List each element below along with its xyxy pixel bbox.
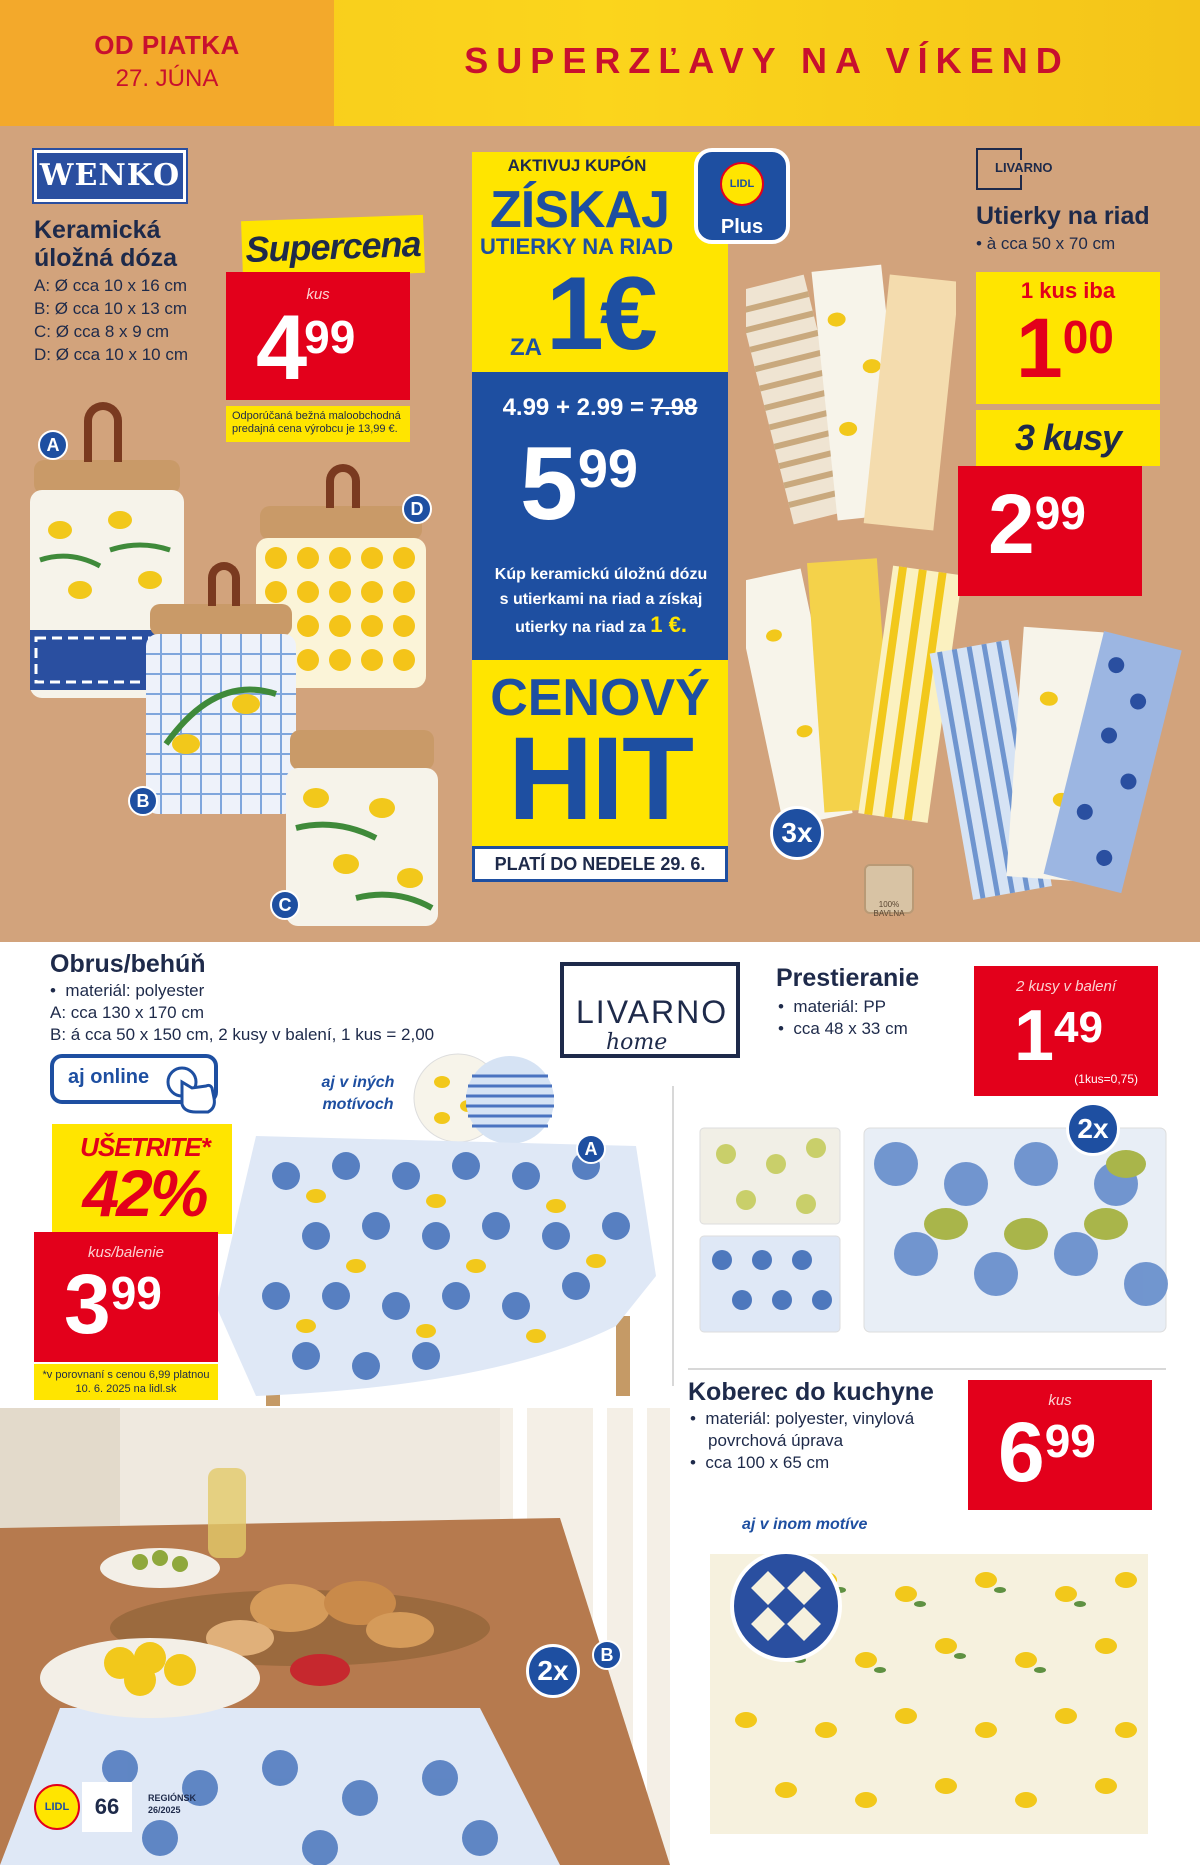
desc-line: Kúp keramickú úložnú dózu xyxy=(494,566,708,583)
desc-line: utierky na riad za xyxy=(515,619,646,636)
jars-specs xyxy=(34,274,188,366)
badge-b: B xyxy=(128,786,158,816)
price-cents: 99 xyxy=(1034,487,1086,539)
coupon-calc xyxy=(472,394,728,422)
calc-sum: 4.99 + 2.99 = xyxy=(502,394,645,421)
cotton-icon: 100% BAVLNA xyxy=(864,864,914,914)
towels-hanging-image xyxy=(746,258,956,558)
livarno-logo-small xyxy=(976,148,1053,190)
per-unit-price: (1kus=0,75) xyxy=(1074,1072,1138,1086)
towels-spec: • à cca 50 x 70 cm xyxy=(976,234,1116,253)
tablecloth-spec: B: á cca 50 x 150 cm, 2 kusy v balení, 1 kus = 2,00 xyxy=(50,1025,435,1044)
price-main: 3 xyxy=(64,1257,111,1351)
price-cents: 99 xyxy=(577,439,638,499)
coupon-bundle-price xyxy=(520,426,638,542)
placemats-title: Prestieranie xyxy=(776,964,920,992)
price-unit: kus xyxy=(306,286,330,303)
activate-coupon-label: AKTIVUJ KUPÓN xyxy=(507,156,647,175)
single-price-label: 1 kus iba xyxy=(1020,278,1116,303)
rug-specs: • materiál: polyester, vinylová povrchová úprava • cca 100 x 65 cm xyxy=(690,1409,915,1472)
jars-title xyxy=(34,216,234,272)
jars-price-tag xyxy=(226,272,410,400)
checked-pattern-icon xyxy=(146,634,296,814)
rug-spec: povrchová úprava xyxy=(708,1431,844,1450)
date-line2: 27. JÚNA xyxy=(115,65,219,92)
coupon-price: 1€ xyxy=(546,256,654,372)
motif-line: motívoch xyxy=(322,1096,394,1113)
tablecloth-specs: • materiál: polyester A: cca 130 x 170 cm B: á cca 50 x 150 cm, 2 kusy v balení, 1 kus = 2,00 xyxy=(50,981,435,1044)
section-divider xyxy=(688,1368,1166,1370)
towels-qty-badge: 3x xyxy=(770,806,824,860)
price-main: 2 xyxy=(988,477,1035,571)
price-cents: 00 xyxy=(1062,311,1114,363)
jars-spec: A: Ø cca 10 x 16 cm xyxy=(34,276,188,295)
coupon-subtitle: UTIERKY NA RIAD xyxy=(480,234,674,259)
rug-spec: cca 100 x 65 cm xyxy=(705,1453,830,1472)
placemats-spec: materiál: PP xyxy=(793,997,886,1016)
placemats-spec: cca 48 x 33 cm xyxy=(793,1019,908,1038)
badge-a: A xyxy=(576,1134,606,1164)
jars-spec: B: Ø cca 10 x 13 cm xyxy=(34,299,188,318)
livarno-word: LIVARNO xyxy=(992,160,1056,175)
tablecloth-spec: materiál: polyester xyxy=(65,981,205,1000)
tablecloth-image xyxy=(196,1126,660,1406)
rug-title: Koberec do kuchyne xyxy=(688,1378,934,1406)
livarno-word: LIVARNO xyxy=(572,994,732,1031)
section-divider xyxy=(672,1086,674,1386)
lemon-pattern-icon xyxy=(286,768,438,926)
price-cents: 99 xyxy=(1044,1415,1096,1467)
lidl-logo-icon: LIDL xyxy=(34,1784,80,1830)
savings-label: UŠETRITE* xyxy=(80,1132,210,1162)
jars-title-line2: úložná dóza xyxy=(34,244,178,272)
coupon-za: ZA xyxy=(510,334,542,361)
supercena-label: Supercena xyxy=(241,215,425,279)
tablecloth-spec: A: cca 130 x 170 cm xyxy=(50,1003,205,1022)
date-line1: OD PIATKA xyxy=(94,30,240,60)
placemats-price-tag xyxy=(974,966,1158,1096)
rug-spec: materiál: polyester, vinylová xyxy=(705,1409,915,1428)
single-price xyxy=(1016,301,1114,395)
tablecloth-price-tag xyxy=(34,1232,218,1362)
cenovy-label: CENOVÝ xyxy=(490,669,710,727)
calc-old-price: 7.98 xyxy=(650,394,698,421)
price-main: 1 xyxy=(1016,301,1063,395)
wenko-logo: WENKO xyxy=(34,150,186,202)
livarno-home-logo xyxy=(560,962,740,1058)
price-main: 5 xyxy=(520,426,578,542)
hand-pointer-icon xyxy=(162,1064,222,1116)
price-unit: kus xyxy=(1048,1392,1072,1409)
towels-title: Utierky na riad xyxy=(976,202,1150,230)
placemats-image xyxy=(696,1124,1176,1340)
badge-d: D xyxy=(402,494,432,524)
motif-line: aj v iných xyxy=(321,1074,395,1091)
livarno-home-word: home xyxy=(606,1030,668,1055)
placemats-specs: • materiál: PP • cca 48 x 33 cm xyxy=(778,997,908,1038)
other-motif-label: aj v inom motíve xyxy=(742,1516,868,1533)
desc-line: s utierkami na riad a získaj xyxy=(499,591,703,608)
jars-spec: C: Ø cca 8 x 9 cm xyxy=(34,322,170,341)
rug-image xyxy=(706,1550,1152,1838)
region-line: 26/2025 xyxy=(148,1805,181,1815)
price-unit: kus/balenie xyxy=(88,1244,164,1261)
tablecloth-price-note: *v porovnaní s cenou 6,99 platnou 10. 6. 2025 na lidl.sk xyxy=(34,1364,218,1400)
lidl-logo-icon: LIDL xyxy=(720,162,764,206)
badge-c: C xyxy=(270,890,300,920)
badge-b: B xyxy=(592,1640,622,1670)
jar-c-image xyxy=(286,730,438,926)
towels-folded-image xyxy=(746,550,1186,910)
more-motifs-label xyxy=(308,1072,408,1116)
hit-label: HIT xyxy=(507,713,693,845)
price-unit: 2 kusy v balení xyxy=(1015,978,1117,995)
placemats-qty-badge: 2x xyxy=(1066,1102,1120,1156)
towels-spec-text: à cca 50 x 70 cm xyxy=(986,234,1116,253)
bundle-price-tag xyxy=(958,466,1142,596)
region-code xyxy=(148,1792,196,1816)
price-cents: 99 xyxy=(304,311,356,363)
lidl-plus-label: Plus xyxy=(720,216,764,238)
runner-qty-badge: 2x xyxy=(526,1644,580,1698)
jar-b-image xyxy=(146,604,296,814)
valid-until: PLATÍ DO NEDELE 29. 6. xyxy=(472,846,728,882)
jars-spec: D: Ø cca 10 x 10 cm xyxy=(34,345,188,364)
page-number: 66 xyxy=(82,1782,132,1832)
tablecloth-title: Obrus/behúň xyxy=(50,950,206,978)
price-cents: 99 xyxy=(110,1267,162,1319)
price-main: 1 xyxy=(1014,996,1055,1076)
coupon-headline: ZÍSKAJ xyxy=(490,181,669,239)
price-main: 4 xyxy=(256,297,305,399)
online-label: aj online xyxy=(68,1066,150,1088)
price-main: 6 xyxy=(998,1405,1045,1499)
rug-price-tag xyxy=(968,1380,1152,1510)
region-line: REGIÓNSK xyxy=(148,1793,197,1803)
price-cents: 49 xyxy=(1054,1003,1103,1052)
savings-percent: 42% xyxy=(82,1156,206,1230)
coupon-description xyxy=(476,562,726,640)
jars-price-note: Odporúčaná bežná maloobchodná predajná cena výrobcu je 13,99 €. xyxy=(226,406,410,442)
page-title: SUPERZĽAVY NA VÍKEND xyxy=(464,40,1070,81)
offer-date xyxy=(0,0,334,126)
badge-a: A xyxy=(38,430,68,460)
desc-highlight: 1 €. xyxy=(650,612,687,637)
jars-title-line1: Keramická xyxy=(34,216,161,244)
bundle-label: 3 kusy xyxy=(976,410,1160,466)
